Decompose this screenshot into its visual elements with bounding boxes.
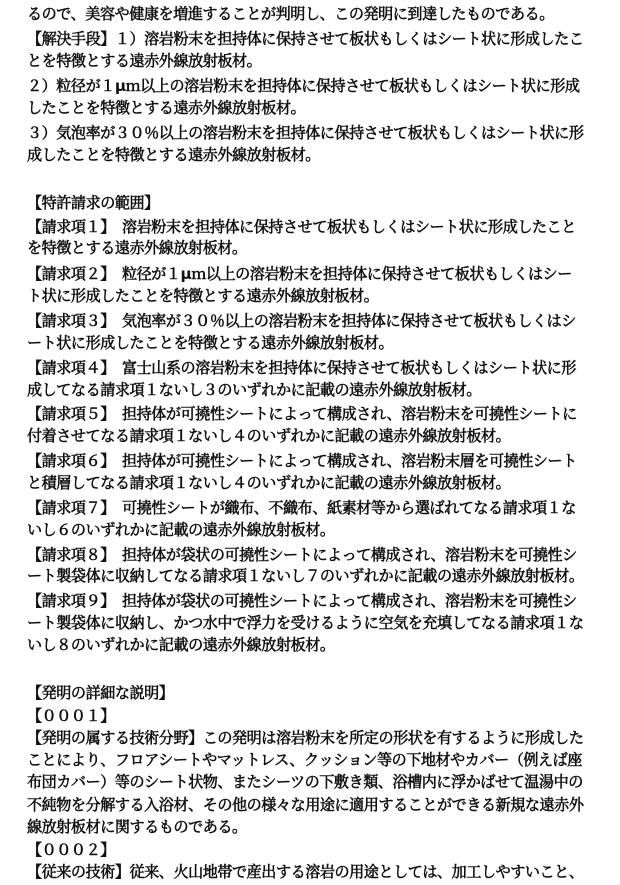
claim-line: 【請求項１】 溶岩粉末を担持体に保持させて板状もしくはシート状に形成したこと xyxy=(27,217,576,236)
body-text-line: 線放射板材に関するものである。 xyxy=(27,818,247,837)
body-text-line: とを特徴とする遠赤外線放射板材。 xyxy=(27,51,262,70)
claim-line: と積層してなる請求項１ないし４のいずれかに記載の遠赤外線放射板材。 xyxy=(27,474,511,492)
claim-line: 【請求項７】 可撓性シートが織布、不織布、紙素材等から選ばれてなる請求項１な xyxy=(27,498,576,517)
claim-line: ート状に形成したことを特徴とする遠赤外線放射板材。 xyxy=(27,333,394,352)
body-text-line: 【解決手段】１）溶岩粉末を担持体に保持させて板状もしくはシート状に形成したこ xyxy=(27,29,584,48)
claim-line: ト状に形成したことを特徴とする遠赤外線放射板材。 xyxy=(27,287,379,306)
section-heading: 【特許請求の範囲】 xyxy=(27,193,159,212)
section-heading: 【発明の詳細な説明】 xyxy=(27,683,174,702)
paragraph-number: 【０００２】 xyxy=(27,841,115,860)
claim-line: ート製袋体に収納してなる請求項１ないし７のいずれかに記載の遠赤外線放射板材。 xyxy=(27,567,584,586)
claim-line: 【請求項９】 担持体が袋状の可撓性シートによって構成され、溶岩粉末を可撓性シ xyxy=(27,592,577,611)
body-text-line: るので、美容や健康を増進することが判明し、この発明に到達したものである。 xyxy=(27,4,554,23)
claim-line: 付着させてなる請求項１ないし４のいずれかに記載の遠赤外線放射板材。 xyxy=(27,427,511,446)
claim-line: 【請求項３】 気泡率が３０％以上の溶岩粉末を担持体に保持させて板状もしくはシ xyxy=(27,311,576,330)
claim-line: 【請求項８】 担持体が袋状の可撓性シートによって構成され、溶岩粉末を可撓性シ xyxy=(27,545,577,564)
body-text-line: 【従来の技術】従来、火山地帯で産出する溶岩の用途としては、加工しやすいこと、 xyxy=(27,863,584,881)
claim-line: 【請求項５】 担持体が可撓性シートによって構成され、溶岩粉末を可撓性シートに xyxy=(27,405,577,424)
claim-line: 【請求項６】 担持体が可撓性シートによって構成され、溶岩粉末層を可撓性シート xyxy=(27,452,577,470)
body-text-line: ことにより、フロアシートやマットレス、クッション等の下地材やカバー（例えば座 xyxy=(27,751,582,770)
body-text-line: 布団カバー）等のシート状物、またシーツの下敷き類、浴槽内に浮かばせて温湯中の xyxy=(27,773,583,792)
claim-line: いし８のいずれかに記載の遠赤外線放射板材。 xyxy=(27,636,335,655)
claim-line: 【請求項２】 粒径が１μｍ以上の溶岩粉末を担持体に保持させて板状もしくはシー xyxy=(27,265,572,284)
claim-line: ート製袋体に収納し、かつ水中で浮力を受けるように空気を充填してなる請求項１な xyxy=(27,614,584,633)
paragraph-number: 【０００１】 xyxy=(27,706,115,725)
body-text-line: 成したことを特徴とする遠赤外線放射板材。 xyxy=(27,146,320,164)
body-text-line: ２）粒径が１μｍ以上の溶岩粉末を担持体に保持させて板状もしくはシート状に形成 xyxy=(27,77,580,96)
claim-line: 成してなる請求項１ないし３のいずれかに記載の遠赤外線放射板材。 xyxy=(27,380,481,399)
claim-line: 【請求項４】 富士山系の溶岩粉末を担持体に保持させて板状もしくはシート状に形 xyxy=(27,358,576,377)
body-text-line: 【発明の属する技術分野】この発明は溶岩粉末を所定の形状を有するように形成した xyxy=(27,728,584,747)
body-text-line: したことを特徴とする遠赤外線放射板材。 xyxy=(27,99,306,118)
body-text-line: 不純物を分解する入浴材、その他の様々な用途に適用することができる新規な遠赤外 xyxy=(27,796,584,815)
body-text-line: ３）気泡率が３０％以上の溶岩粉末を担持体に保持させて板状もしくはシート状に形 xyxy=(27,124,584,142)
claim-line: いし６のいずれかに記載の遠赤外線放射板材。 xyxy=(27,520,335,539)
claim-line: を特徴とする遠赤外線放射板材。 xyxy=(27,239,247,258)
